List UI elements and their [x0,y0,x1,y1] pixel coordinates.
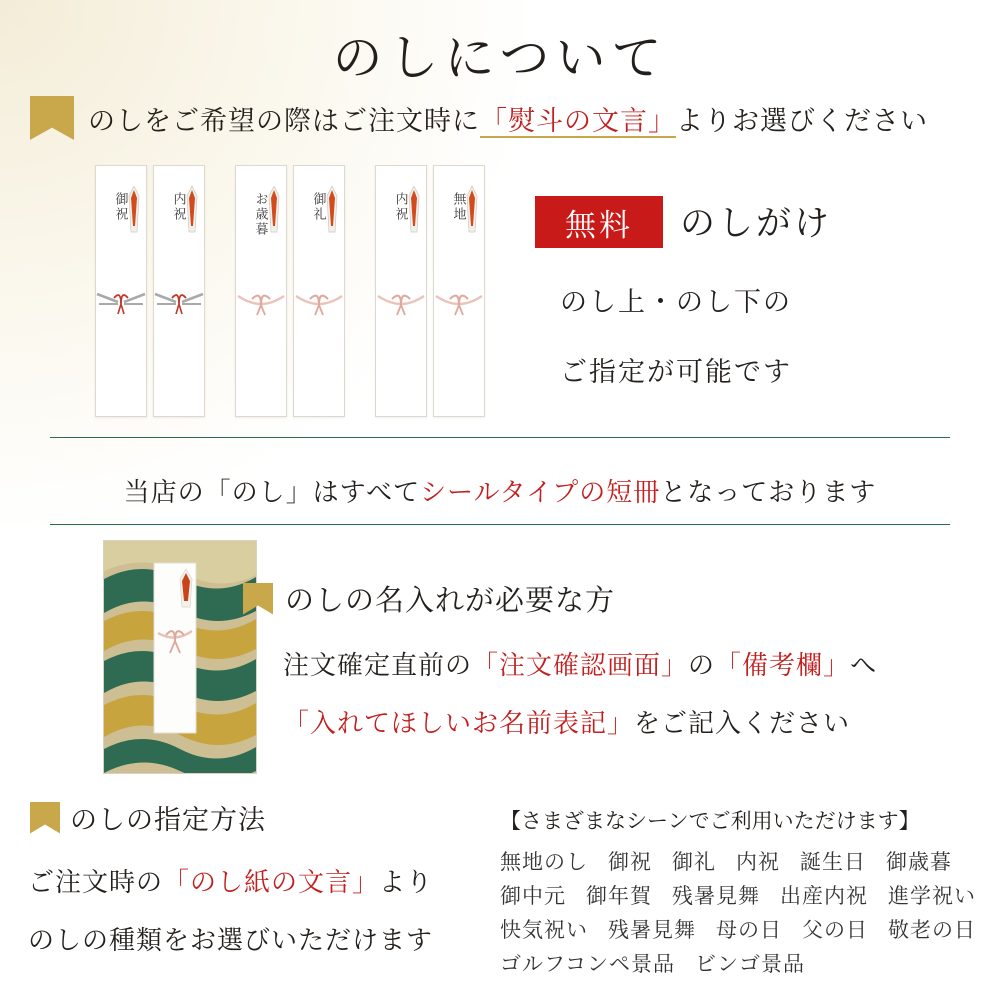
scene-item: 残暑見舞 [608,918,696,942]
noshi-awabi-icon [408,186,420,234]
scene-item: 御中元 [500,884,566,908]
noshi-awabi-icon [326,186,338,234]
intro-row [30,96,980,140]
scene-item: 御祝 [608,850,652,874]
divider-top [50,437,950,438]
scene-item: 快気祝い [500,918,588,942]
noshi-awabi-icon [186,186,198,234]
scenes-title: 【さまざまなシーンでご利用いただけます】 [500,809,920,833]
noshi-top-bottom-text: のし上・のし下の [560,287,792,317]
intro-text [88,99,928,138]
noshi-sample [95,165,147,417]
noshi-sample [235,165,287,417]
noshi-spec-text: ご指定が可能です [560,357,792,387]
scenes-row [500,845,990,879]
noshi-sample [433,165,485,417]
how-to-line-2: のしの種類をお選びいただけます [28,926,434,955]
flag-marker-icon [30,96,74,140]
mizuhiki-icon [236,284,286,318]
noshi-label: 無地 [451,192,467,222]
name-entry-line-2-post: をご記入ください [634,709,851,738]
page-title: のしについて [332,30,668,86]
mizuhiki-icon [154,284,204,318]
how-to-line-1-red: 「のし紙の文言」 [163,868,380,897]
seal-type-highlight: シールタイプの短冊 [420,478,661,507]
noshi-label: 内祝 [171,192,187,222]
free-badge: 無料 [535,196,663,248]
how-to-line-1-pre: ご注文時の [28,868,164,897]
noshi-label: 御祝 [113,192,129,222]
noshi-samples [95,165,515,425]
noshi-label: 御礼 [311,192,327,222]
scenes-row [500,947,990,981]
mizuhiki-icon [376,284,426,318]
name-entry-line-1-red1: 「注文確認画面」 [472,651,689,680]
intro-text-post: よりお選びください [676,105,928,136]
how-to-line-1-post: より [379,868,434,897]
mizuhiki-icon [294,284,344,318]
name-entry-heading-text: のしの名入れが必要な方 [285,585,616,617]
gift-photo [103,540,257,774]
intro-text-highlight: 「熨斗の文言」 [480,105,676,136]
intro-text-pre: のしをご希望の際はご注文時に [88,105,480,136]
noshi-awabi-icon [466,186,478,234]
how-to-line-1 [28,862,433,899]
mizuhiki-icon [434,284,484,318]
name-entry-line-2 [283,703,850,740]
scene-item: 御年賀 [586,884,652,908]
flag-marker-icon [30,802,60,834]
name-entry-line-1-red2: 「備考欄」 [715,651,851,680]
name-entry-line-1 [283,645,877,682]
seal-type-post: となっております [660,478,877,507]
noshi-sample [153,165,205,417]
name-entry-line-1-pre: 注文確定直前の [283,651,473,680]
flag-marker-icon [243,583,273,615]
name-entry-line-2-red: 「入れてほしいお名前表記」 [283,709,635,738]
how-to-heading [30,798,266,837]
noshi-label: 内祝 [393,192,409,222]
noshi-awabi-icon [268,186,280,234]
scene-item: 御歳暮 [886,850,952,874]
seal-type-pre: 当店の「のし」はすべて [123,478,421,507]
gift-photo-image [104,541,256,773]
scene-item: 誕生日 [800,850,866,874]
scene-item: 御礼 [672,850,716,874]
noshi-label: お歳暮 [253,192,269,237]
mizuhiki-icon [96,284,146,318]
scene-item: 無地のし [500,850,588,874]
noshi-sample [375,165,427,417]
scene-item: 進学祝い [888,884,976,908]
name-entry-line-1-post: へ [850,651,878,680]
seal-type-line [0,472,1000,509]
scenes-row [500,913,990,947]
name-entry-heading [243,578,615,619]
scene-item: 敬老の日 [888,918,976,942]
scene-item: ビンゴ景品 [694,952,805,976]
scene-item: 父の日 [802,918,868,942]
noshi-sample [293,165,345,417]
how-to-heading-text: のしの指定方法 [70,805,266,835]
scene-item: 残暑見舞 [672,884,760,908]
noshigake-label: のしがけ [680,204,833,243]
scenes-row [500,879,990,913]
noshi-awabi-icon [128,186,140,234]
scene-item: ゴルフコンペ景品 [500,952,675,976]
scene-item: 内祝 [736,850,780,874]
scene-item: 母の日 [716,918,782,942]
divider-bottom [50,524,950,525]
scenes-list [500,845,990,981]
name-entry-line-1-mid: の [688,651,716,680]
scene-item: 出産内祝 [780,884,868,908]
